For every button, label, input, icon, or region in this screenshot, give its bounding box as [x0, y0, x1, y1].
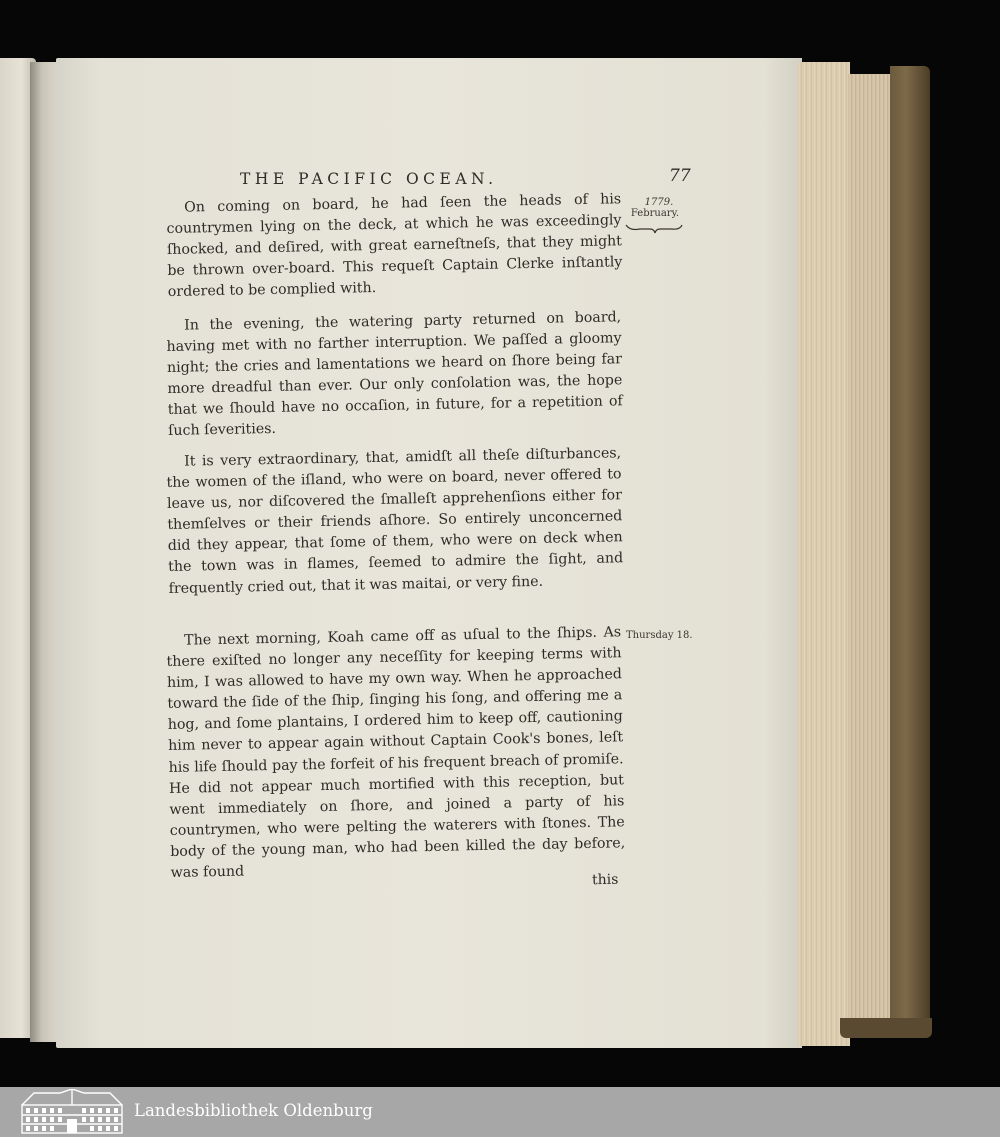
- brace-icon: [624, 222, 684, 234]
- footer-bar: [0, 1087, 1000, 1137]
- running-head: THE PACIFIC OCEAN.: [240, 170, 498, 188]
- library-name: Landesbibliothek Oldenburg: [134, 1101, 373, 1120]
- book-cover-bottom: [840, 1018, 932, 1038]
- paragraph-text: On coming on board, he had ſeen the heads of his countrymen lying on the deck, at which he was exceedingly ſhocked, and deſired, with great earneſtneſs, that they might be thrown over-board. This requeſt Captain Clerke inſtantly ordered to be complied with.: [166, 191, 623, 301]
- paragraph-2: [166, 307, 623, 442]
- page-edges: [798, 62, 850, 1046]
- margin-note-year: 1779.: [644, 197, 674, 208]
- page-edges-inner: [848, 74, 894, 1034]
- paragraph-text: The next morning, Koah came off as uſual to the ſhips. As there exiſted no longer any neceſſity for keeping terms with him, I was allowed to have my own way. When he approached toward the ſide of the ſhip, ſinging his ſong, and offering me a hog, and ſome plantains, I ordered him to keep off, cautioning him never to appear again without Captain Cook's bones, leſt his life ſhould pay the forfeit of his frequent breach of promiſe. He did not appear much mortified with this reception, but went immediately on ſhore, and joined a party of his countrymen, who were pelting the waterers with ſtones. The body of the young man, who had been killed the day before, was found: [166, 624, 626, 881]
- paragraph-3: [166, 443, 624, 599]
- margin-note-day: Thursday 18.: [626, 630, 693, 641]
- book-cover: [890, 66, 930, 1038]
- margin-note-month: February.: [630, 208, 680, 219]
- paragraph-4: [166, 622, 626, 884]
- paragraph-text: In the evening, the watering party returned on board, having met with no farther interruption. We paſſed a gloomy night; the cries and lamentations we heard on ſhore being far more dreadful than ever. Our only conſolation was, the hope that we ſhould have no occaſion, in future, for a repetition of ſuch ſeverities.: [166, 309, 623, 440]
- page-number: 77: [669, 166, 691, 186]
- paragraph-text: It is very extraordinary, that, amidſt all theſe diſturbances, the women of the iſland, who were on board, never offered to leave us, nor diſcovered the ſmalleſt apprehenſions either for themſelves or their friends aſhore. So entirely unconcerned did they appear, that ſome of them, who were on deck when the town was in flames, ſeemed to admire the ſight, and frequently cried out, that it was maitai, or very fine.: [166, 445, 624, 597]
- library-building-icon: [20, 1089, 124, 1135]
- catchword: this: [591, 871, 619, 889]
- paragraph-1: [166, 189, 623, 303]
